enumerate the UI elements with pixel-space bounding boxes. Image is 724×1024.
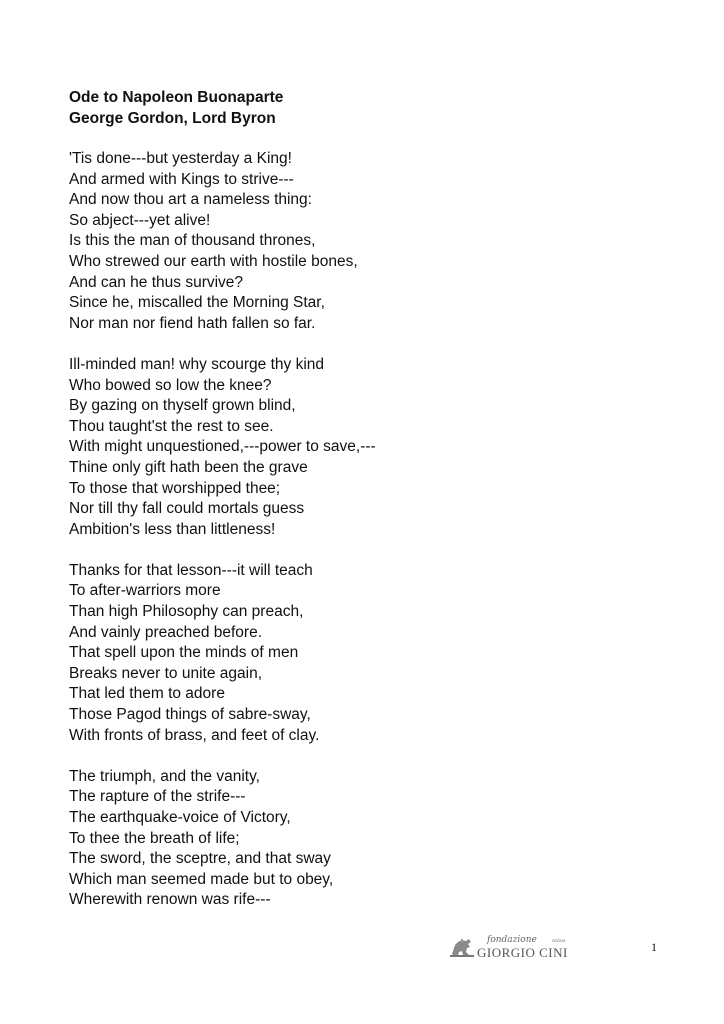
poem-line: Breaks never to unite again, [69,664,263,682]
poem-line: To thee the breath of life; [69,829,240,847]
poem-line: And can he thus survive? [69,273,244,291]
poem-line: The sword, the sceptre, and that sway [69,850,331,868]
poem-line: Nor man nor fiend hath fallen so far. [69,314,316,332]
lion-emblem-icon [449,936,475,958]
poem-author: George Gordon, Lord Byron [69,110,276,127]
poem-stanza [69,355,376,540]
poem-line: Ambition's less than littleness! [69,520,276,538]
poem-line: Who bowed so low the knee? [69,376,272,394]
logo-fondazione-text: fondazione [487,935,537,945]
logo-onlus-text: onlus [552,938,566,944]
poem-body [69,149,376,932]
poem-line: Nor till thy fall could mortals guess [69,500,305,518]
poem-line: Wherewith renown was rife--- [69,891,271,909]
poem-line: Thine only gift hath been the grave [69,458,308,476]
poem-line: 'Tis done---but yesterday a King! [69,150,292,167]
poem-line: With fronts of brass, and feet of clay. [69,726,320,744]
poem-line: And armed with Kings to strive--- [69,170,294,188]
poem-stanza [69,767,376,911]
poem-line: The earthquake-voice of Victory, [69,809,291,826]
poem-title: Ode to Napoleon Buonaparte [69,89,284,106]
poem-line: Thanks for that lesson---it will teach [69,561,313,579]
poem-line: Than high Philosophy can preach, [69,603,304,621]
poem-line: To after-warriors more [69,582,221,600]
poem-line: The rapture of the strife--- [69,788,246,806]
poem-line: That led them to adore [69,685,225,703]
poem-line: By gazing on thyself grown blind, [69,397,296,415]
poem-line: Which man seemed made but to obey, [69,870,334,888]
page-number: 1 [651,940,657,954]
poem-line: That spell upon the minds of men [69,644,299,662]
poem-line: Thou taught'st the rest to see. [69,417,274,435]
poem-line: Ill-minded man! why scourge thy kind [69,355,325,373]
fondazione-giorgio-cini-logo [449,934,579,960]
poem-line: Is this the man of thousand thrones, [69,232,316,250]
poem-stanza [69,561,376,746]
poem-line: Those Pagod things of sabre-sway, [69,706,311,724]
poem-stanza [69,149,376,334]
poem-line: Who strewed our earth with hostile bones, [69,252,358,270]
poem-line: To those that worshipped thee; [69,479,281,497]
logo-name-text: GIORGIO CINI [477,945,568,960]
poem-line: Since he, miscalled the Morning Star, [69,294,325,312]
poem-line: The triumph, and the vanity, [69,767,260,785]
poem-line: So abject---yet alive! [69,211,211,229]
poem-header [69,87,283,129]
poem-line: And now thou art a nameless thing: [69,191,312,209]
poem-line: And vainly preached before. [69,623,263,641]
poem-line: With might unquestioned,---power to save,--- [69,438,376,456]
